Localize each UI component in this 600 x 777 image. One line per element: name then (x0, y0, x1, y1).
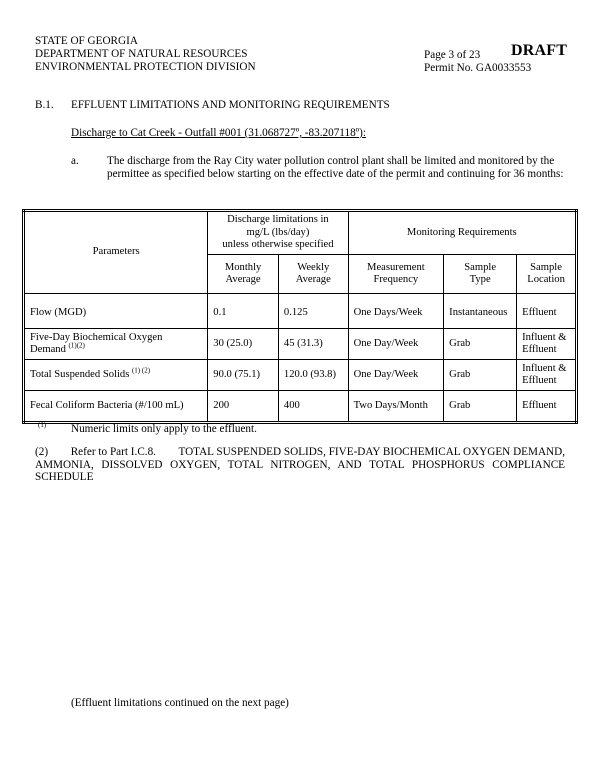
header-weekly-average: Weekly Average (278, 255, 348, 294)
monthly-cell: 0.1 (208, 294, 279, 329)
section-number: B.1. (35, 99, 54, 111)
param-cell: Fecal Coliform Bacteria (#/100 mL) (24, 391, 208, 423)
weekly-cell: 120.0 (93.8) (278, 360, 348, 391)
header-sample-type: Sample Type (444, 255, 517, 294)
footnote-1-mark: (1) (38, 421, 47, 429)
draft-stamp: DRAFT (511, 42, 568, 59)
location-cell: Effluent (517, 294, 577, 329)
footnote-2-text: (2) Refer to Part I.C.8. TOTAL SUSPENDED SOLIDS, FIVE-DAY BIOCHEMICAL OXYGEN DEMAND, AMMONIA, DISSOLVED OXYGEN, TOTAL NITROGEN, AND TOTAL PHOSPHORUS COMPLIANCE SCHEDULE (35, 446, 568, 484)
header-monitoring: Monitoring Requirements (348, 211, 576, 255)
frequency-cell: Two Days/Month (348, 391, 444, 423)
header-discharge-limitations: Discharge limitations in mg/L (lbs/day) unless otherwise specified (208, 211, 348, 255)
page-number: Page 3 of 23 (424, 49, 481, 61)
header-parameters: Parameters (24, 211, 208, 294)
frequency-cell: One Day/Week (348, 329, 444, 360)
monthly-cell: 90.0 (75.1) (208, 360, 279, 391)
paragraph-text: The discharge from the Ray City water pollution control plant shall be limited and monitored by the permittee as specified below starting on the effective date of the permit and continuing for 36 months: (107, 155, 564, 181)
weekly-cell: 45 (31.3) (278, 329, 348, 360)
type-cell: Grab (444, 360, 517, 391)
agency-line-department: DEPARTMENT OF NATURAL RESOURCES (35, 48, 248, 60)
table-row (24, 360, 577, 391)
effluent-limits-table (22, 209, 578, 424)
param-cell: Flow (MGD) (24, 294, 208, 329)
table-row (24, 391, 577, 423)
type-cell: Instantaneous (444, 294, 517, 329)
permit-number: Permit No. GA0033553 (424, 62, 532, 74)
footnote-1-text: Numeric limits only apply to the effluent. (71, 423, 257, 435)
frequency-cell: One Day/Week (348, 360, 444, 391)
type-cell: Grab (444, 329, 517, 360)
header-measurement-frequency: Measurement Frequency (348, 255, 444, 294)
agency-line-state: STATE OF GEORGIA (35, 35, 138, 47)
location-cell: Effluent (517, 391, 577, 423)
discharge-heading: Discharge to Cat Creek - Outfall #001 (31.068727º, -83.207118º): (71, 127, 366, 139)
table-row (24, 294, 577, 329)
weekly-cell: 0.125 (278, 294, 348, 329)
location-cell: Influent & Effluent (517, 360, 577, 391)
paragraph-label: a. (71, 155, 79, 167)
monthly-cell: 30 (25.0) (208, 329, 279, 360)
header-monthly-average: Monthly Average (208, 255, 279, 294)
location-cell: Influent & Effluent (517, 329, 577, 360)
weekly-cell: 400 (278, 391, 348, 423)
type-cell: Grab (444, 391, 517, 423)
param-cell: Five-Day Biochemical Oxygen Demand $^{(1)(2)}$ (24, 329, 208, 360)
section-title: EFFLUENT LIMITATIONS AND MONITORING REQUIREMENTS (71, 99, 390, 111)
frequency-cell: One Days/Week (348, 294, 444, 329)
agency-line-division: ENVIRONMENTAL PROTECTION DIVISION (35, 61, 256, 73)
agency-header (35, 35, 256, 74)
continued-note: (Effluent limitations continued on the next page) (71, 697, 289, 709)
table-row (24, 329, 577, 360)
monthly-cell: 200 (208, 391, 279, 423)
header-sample-location: Sample Location (517, 255, 577, 294)
param-cell: Total Suspended Solids $^{(1) (2)}$ (24, 360, 208, 391)
